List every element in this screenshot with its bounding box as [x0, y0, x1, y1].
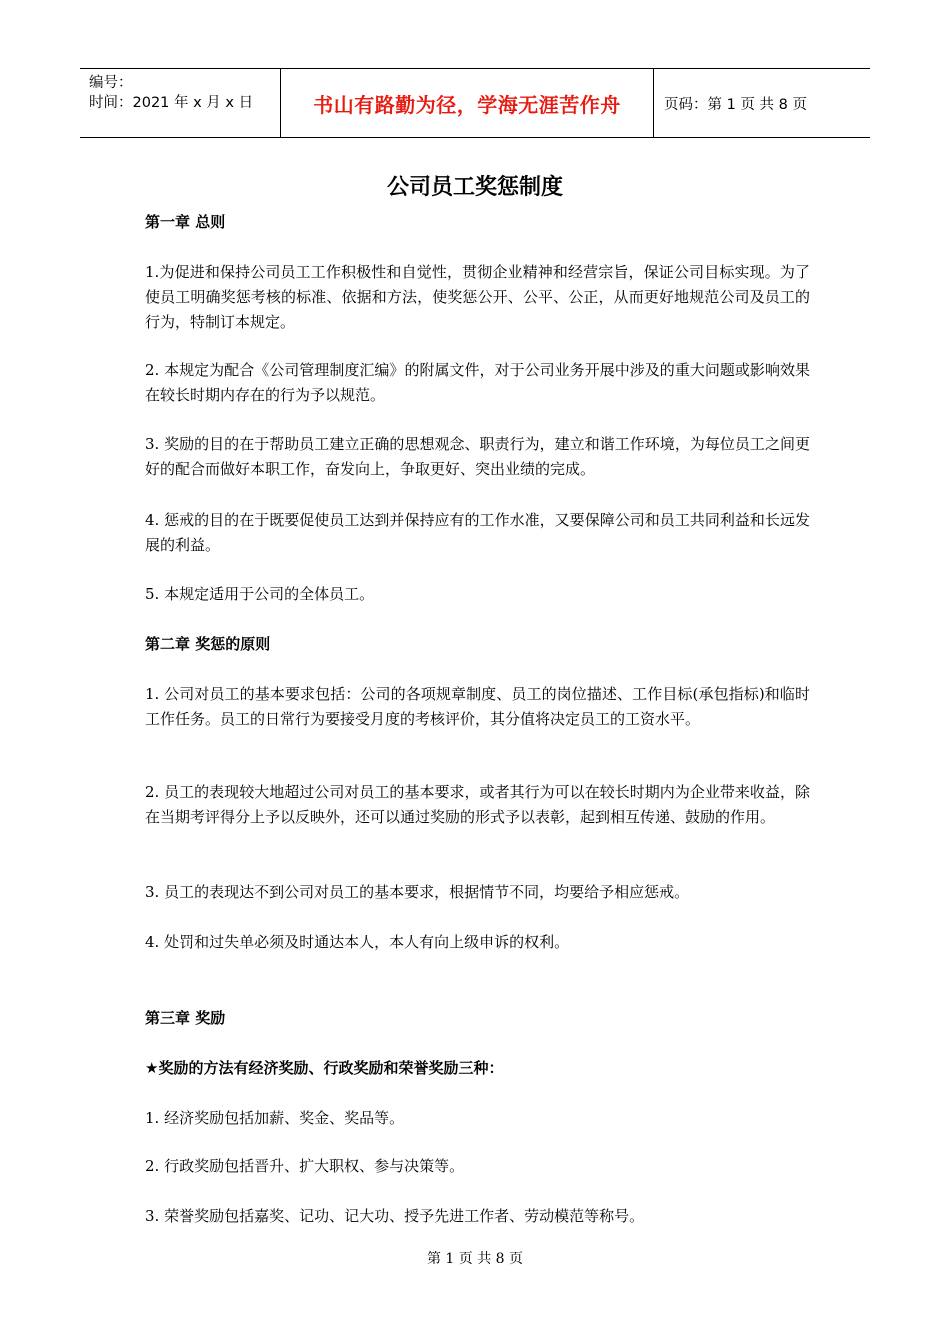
paragraph: 5. 本规定适用于公司的全体员工。 [145, 585, 375, 603]
serial-number-label: 编号： [89, 75, 133, 91]
paragraph: 3. 奖励的目的在于帮助员工建立正确的思想观念、职责行为，建立和谐工作环境，为每位员工之间更好的配合而做好本职工作，奋发向上，争取更好、突出业绩的完成。 [145, 435, 810, 478]
header-page-cell [654, 69, 870, 137]
paragraph: 1. 经济奖励包括加薪、奖金、奖品等。 [145, 1109, 405, 1127]
motto-text: 书山有路勤为径，学海无涯苦作舟 [313, 92, 621, 117]
paragraph: 2. 本规定为配合《公司管理制度汇编》的附属文件，对于公司业务开展中涉及的重大问题或影响效果在较长时期内存在的行为予以规范。 [145, 361, 810, 404]
reward-methods-heading: ★奖励的方法有经济奖励、行政奖励和荣誉奖励三种： [145, 1059, 504, 1077]
chapter-1-heading: 第一章 总则 [145, 213, 226, 231]
paragraph: 2. 员工的表现较大地超过公司对员工的基本要求，或者其行为可以在较长时期内为企业带来收益，除在当期考评得分上予以反映外，还可以通过奖励的形式予以表彰，起到相互传递、鼓励的作用。 [145, 783, 810, 826]
page-footer: 第 1 页 共 8 页 [426, 1251, 524, 1267]
paragraph: 1.为促进和保持公司员工工作积极性和自觉性，贯彻企业精神和经营宗旨，保证公司目标实现。为了使员工明确奖惩考核的标准、依据和方法，使奖惩公开、公平、公正，从而更好地规范公司及员工的行为，特制订本规定。 [145, 263, 810, 331]
header-meta-cell [80, 69, 281, 137]
paragraph: 3. 员工的表现达不到公司对员工的基本要求，根据情节不同，均要给予相应惩戒。 [145, 883, 690, 901]
header-table [80, 68, 870, 138]
paragraph: 2. 行政奖励包括晋升、扩大职权、参与决策等。 [145, 1157, 465, 1175]
header-motto-cell [281, 69, 654, 137]
paragraph: 4. 惩戒的目的在于既要促使员工达到并保持应有的工作水准，又要保障公司和员工共同利益和长远发展的利益。 [145, 511, 810, 554]
paragraph: 4. 处罚和过失单必须及时通达本人，本人有向上级申诉的权利。 [145, 933, 570, 951]
page-info-text: 页码：第 1 页 共 8 页 [664, 96, 807, 113]
chapter-3-heading: 第三章 奖励 [145, 1009, 226, 1027]
document-title: 公司员工奖惩制度 [386, 175, 563, 200]
paragraph: 1. 公司对员工的基本要求包括：公司的各项规章制度、员工的岗位描述、工作目标(承包指标)和临时工作任务。员工的日常行为要接受月度的考核评价，其分值将决定员工的工资水平。 [145, 685, 810, 728]
paragraph: 3. 荣誉奖励包括嘉奖、记功、记大功、授予先进工作者、劳动模范等称号。 [145, 1207, 645, 1225]
date-label: 时间：2021 年 x 月 x 日 [89, 95, 254, 111]
chapter-2-heading: 第二章 奖惩的原则 [145, 635, 271, 653]
